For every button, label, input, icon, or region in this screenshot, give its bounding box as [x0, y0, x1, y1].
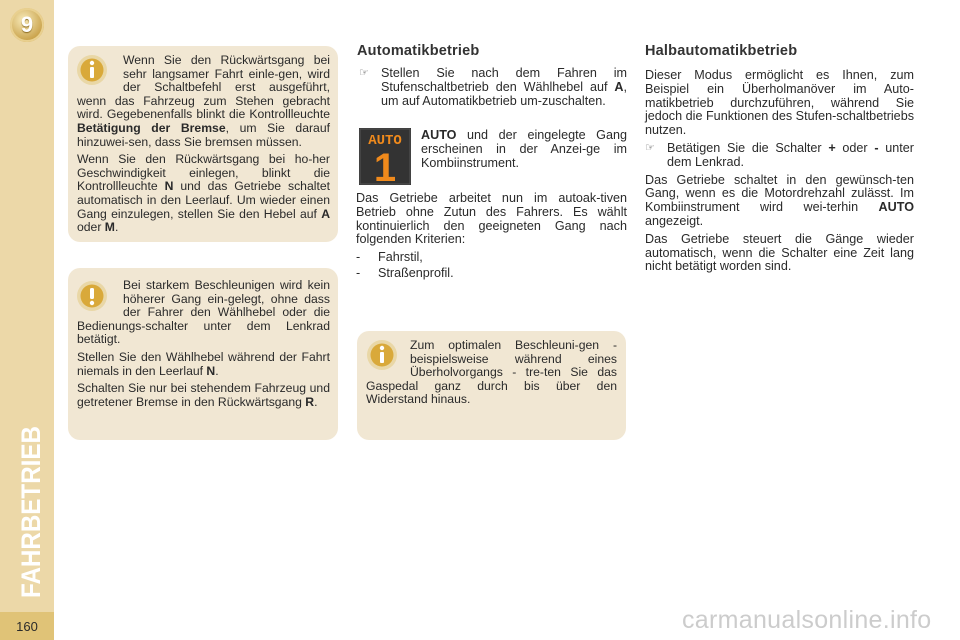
automatik-column-top [359, 67, 627, 108]
acceleration-tip-text: Zum optimalen Beschleuni-gen - beispielsweise während eines Überholvorgangs - tre-ten Sie das Gaspedal ganz durch bis über den Widerstand hinaus. [366, 338, 617, 407]
warning-box-acceleration [68, 268, 338, 440]
automatik-instruction [359, 67, 627, 108]
chapter-number: 9 [20, 12, 34, 37]
halbautomatik-instruction-text: Betätigen Sie die Schalter + oder - unter dem Lenkrad. [667, 140, 914, 169]
automatik-heading: Automatikbetrieb [357, 43, 480, 59]
halbautomatik-column [645, 69, 914, 278]
halbautomatik-heading: Halbautomatikbetrieb [645, 43, 798, 59]
warning-paragraph-2: Stellen Sie den Wählhebel während der Fahrt niemals in den Leerlauf N. [77, 349, 330, 378]
halbautomatik-paragraph-3: Das Getriebe steuert die Gänge wieder automatisch, wenn die Schalter eine Zeit lang nicht betätigt worden sind. [645, 231, 914, 274]
automatik-paragraph: Das Getriebe arbeitet nun im autoak-tiven Betrieb ohne Zutun des Fahrers. Es wählt kontinuierlich den geeigneten Gang nach folgenden Kriterien: [356, 191, 627, 247]
halbautomatik-instruction [645, 142, 914, 170]
info-box-acceleration-tip [357, 331, 626, 440]
auto-display-word: AUTO [368, 133, 402, 149]
criteria-item: - Straßenprofil. [356, 265, 454, 280]
reverse-gear-paragraph-1: Wenn Sie den Rückwärtsgang bei sehr langsamer Fahrt einle-gen, wird der Schaltbefehl erst ausgeführt, wenn das Fahrzeug zum Stehen gebracht wird. Gegebenenfalls blinkt die Kontrollleuchte Betätigung der Bremse, um Sie darauf hinzuwei-sen, dass Sie bremsen müssen. [77, 53, 330, 149]
auto-display-svg [359, 128, 411, 185]
automatik-instruction-text: Stellen Sie nach dem Fahren im Stufenschaltbetrieb den Wählhebel auf A, um auf Automatikbetrieb um-zuschalten. [381, 66, 627, 108]
auto-display-caption [421, 129, 627, 170]
criteria-item: - Fahrstil, [356, 250, 423, 265]
reverse-gear-paragraph-2: Wenn Sie den Rückwärtsgang bei ho-her Geschwindigkeit einlegen, blinkt die Kontrollleuchte N und das Getriebe schaltet automatisch in den Leerlauf. Um wieder einen Gang einzulegen, stellen Sie den Hebel auf A oder M. [77, 152, 330, 235]
halbautomatik-paragraph-1: Dieser Modus ermöglicht es Ihnen, zum Beispiel ein Überholmanöver im Auto-matikbetrieb durchzuführen, während Sie jedoch die Funktionen des Stufen-schaltbetriebs nutzen. [645, 68, 914, 138]
pointing-hand-icon: ☞ [645, 141, 655, 154]
automatik-column-bottom [356, 192, 627, 283]
chapter-title-svg [4, 0, 50, 600]
info-box-reverse-gear [68, 46, 338, 242]
auto-display-icon [359, 128, 411, 185]
chapter-title: FAHRBETRIEB [16, 405, 46, 598]
chapter-title-vertical [4, 0, 50, 600]
warning-paragraph-1: Bei starkem Beschleunigen wird kein höherer Gang ein-gelegt, ohne dass der Fahrer den Wählhebel oder die Bedienungs-schalter unter dem Lenkrad betätigt. [77, 278, 330, 347]
pointing-hand-icon: ☞ [359, 67, 369, 79]
auto-display-gear: 1 [373, 146, 397, 185]
warning-paragraph-3: Schalten Sie nur bei stehendem Fahrzeug und getretener Bremse in den Rückwärtsgang R. [77, 381, 330, 409]
halbautomatik-paragraph-2: Das Getriebe schaltet in den gewünsch-ten Gang, wenn es die Motordrehzahl zulässt. Im Kombiinstrument wird wei-terhin AUTO angezeigt. [645, 172, 914, 228]
watermark: carmanualsonline.info [682, 606, 932, 634]
auto-display-caption-text: AUTO und der eingelegte Gang erscheinen in der Anzei-ge im Kombiinstrument. [421, 128, 627, 170]
page-number: 160 [0, 612, 54, 640]
